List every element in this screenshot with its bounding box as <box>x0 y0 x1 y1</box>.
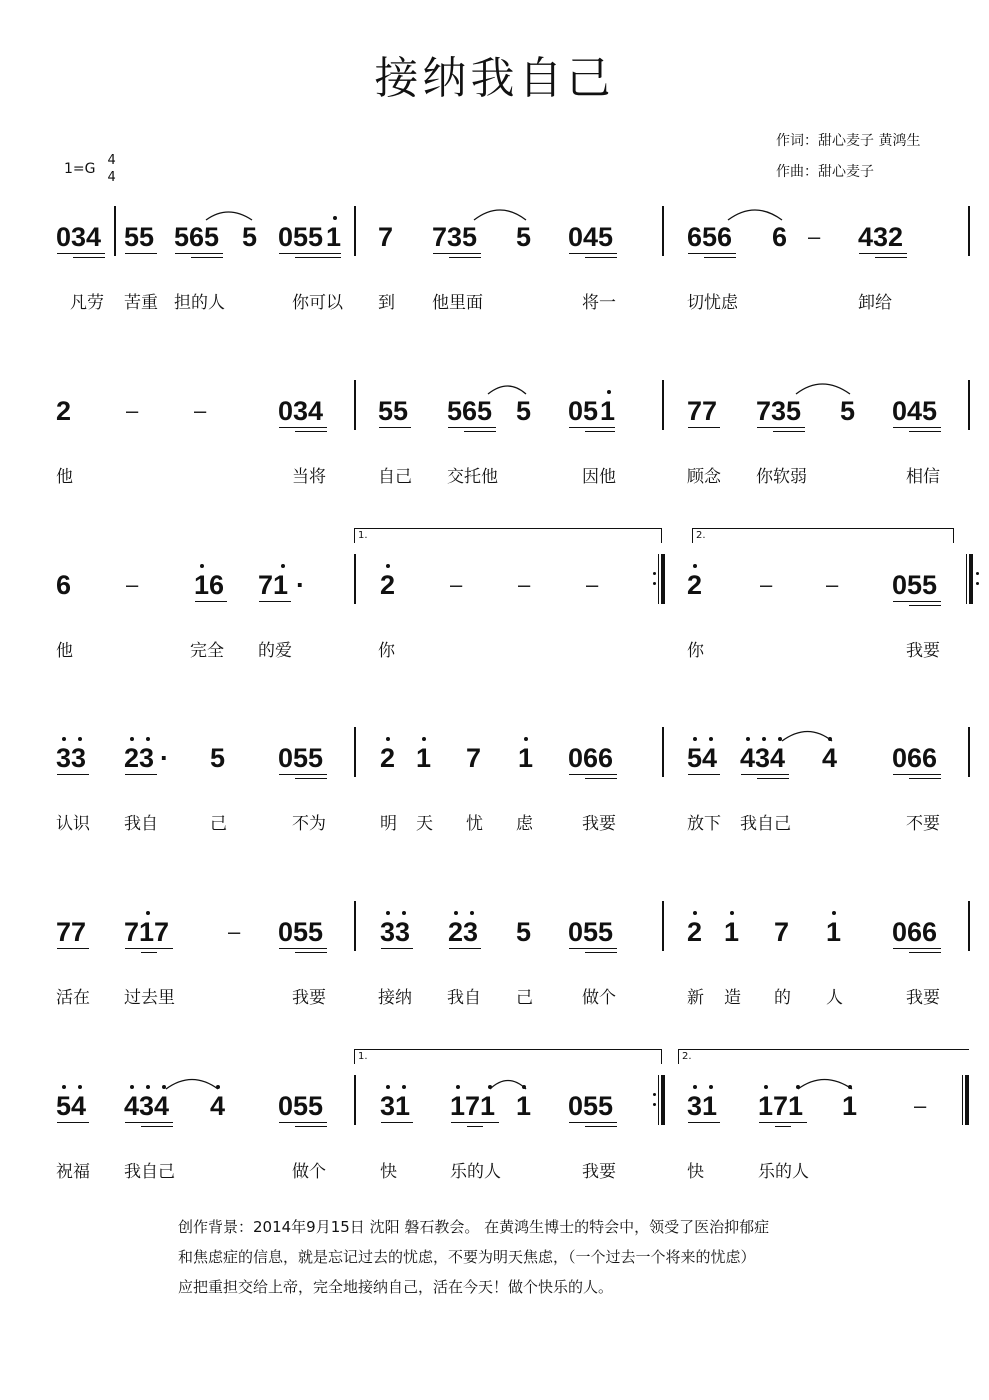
note: 7 <box>378 222 394 252</box>
note-group: 33 <box>56 743 87 773</box>
volta-first-ending: 1. <box>354 528 662 543</box>
lyric: 你软弱 <box>756 467 807 487</box>
repeat-sign <box>966 554 978 604</box>
note: 1 <box>826 917 842 947</box>
note-group: 77 <box>687 396 718 426</box>
note: 2 <box>380 570 396 600</box>
note-group: 31 <box>687 1091 718 1121</box>
note: 1 <box>600 396 616 426</box>
music-system-5 <box>0 917 989 1047</box>
note-group: 066 <box>568 743 614 773</box>
lyric: 快 <box>687 1162 704 1182</box>
lyric: 造 <box>724 988 741 1008</box>
note: 5 <box>242 222 258 252</box>
lyric: 凡劳 <box>70 293 104 313</box>
note-group: 055 <box>278 743 324 773</box>
lyric: 己 <box>516 988 533 1008</box>
volta-second-ending: 2. <box>692 528 954 543</box>
volta-second-ending: 2. <box>678 1049 969 1064</box>
dash: – <box>450 572 463 597</box>
lyric: 接纳 <box>378 988 412 1008</box>
note-group: 055 <box>278 1091 324 1121</box>
music-system-2 <box>0 396 989 526</box>
note-group: 717 <box>124 917 170 947</box>
lyric: 我自己 <box>740 814 791 834</box>
music-system-3 <box>0 530 989 700</box>
note: 1 <box>518 743 534 773</box>
dash: – <box>126 398 139 423</box>
note-group: 656 <box>687 222 733 252</box>
lyric: 我要 <box>906 641 940 661</box>
dash: – <box>826 572 839 597</box>
slur <box>490 1081 526 1090</box>
slur <box>796 384 850 394</box>
note: 2 <box>380 743 396 773</box>
lyric: 明 <box>380 814 397 834</box>
time-signature-top: 4 <box>107 153 116 168</box>
lyric: 快 <box>380 1162 397 1182</box>
note-group: 31 <box>380 1091 411 1121</box>
note: 1 <box>326 222 342 252</box>
note-group: 71 <box>258 570 289 600</box>
note-group: 045 <box>568 222 614 252</box>
lyric: 他 <box>56 467 73 487</box>
lyric: 己 <box>210 814 227 834</box>
music-system-4 <box>0 743 989 873</box>
slur <box>166 1080 218 1090</box>
lyric: 卸给 <box>858 293 892 313</box>
augmentation-dot: · <box>296 570 305 600</box>
note-group: 055 <box>278 222 324 252</box>
lyricist-credit: 作词：甜心麦子 黄鸿生 <box>776 133 921 149</box>
note-group: 171 <box>450 1091 496 1121</box>
note: 7 <box>774 917 790 947</box>
lyric: 苦重 <box>124 293 158 313</box>
lyric: 自己 <box>378 467 412 487</box>
note: 2 <box>56 396 72 426</box>
lyric: 放下 <box>687 814 721 834</box>
lyric: 切忧虑 <box>687 293 738 313</box>
note-group: 735 <box>756 396 802 426</box>
note-group: 045 <box>892 396 938 426</box>
note: 2 <box>687 570 703 600</box>
lyric: 我自己 <box>124 1162 175 1182</box>
dash: – <box>194 398 207 423</box>
note-group: 33 <box>380 917 411 947</box>
note-group: 23 <box>448 917 479 947</box>
lyric: 的 <box>774 988 791 1008</box>
lyric: 我要 <box>582 1162 616 1182</box>
note-group: 565 <box>174 222 220 252</box>
note: 5 <box>516 396 532 426</box>
note-group: 055 <box>892 570 938 600</box>
lyric: 交托他 <box>447 467 498 487</box>
lyric: 他 <box>56 641 73 661</box>
note-group: 055 <box>278 917 324 947</box>
slur <box>206 212 252 220</box>
note-group: 77 <box>56 917 87 947</box>
lyric: 认识 <box>56 814 90 834</box>
dash: – <box>126 572 139 597</box>
note: 4 <box>210 1091 226 1121</box>
note: 6 <box>772 222 788 252</box>
lyric: 担的人 <box>174 293 225 313</box>
slur <box>798 1080 852 1090</box>
lyric: 我自 <box>447 988 481 1008</box>
note: 5 <box>210 743 226 773</box>
background-line: 和焦虑症的信息，就是忘记过去的忧虑，不要为明天焦虑，（一个过去一个将来的忧虑） <box>178 1248 756 1266</box>
lyric: 你 <box>378 641 395 661</box>
key-label: 1=G <box>64 161 96 177</box>
lyric: 的爱 <box>258 641 292 661</box>
final-barline <box>962 1075 969 1125</box>
note-group: 55 <box>378 396 409 426</box>
lyric: 因他 <box>582 467 616 487</box>
lyric: 忧 <box>466 814 483 834</box>
note: 1 <box>516 1091 532 1121</box>
note: 1 <box>416 743 432 773</box>
note-group: 565 <box>447 396 493 426</box>
lyric: 不要 <box>906 814 940 834</box>
note-group: 23 <box>124 743 155 773</box>
dash: – <box>808 224 821 249</box>
slur <box>488 386 526 394</box>
dash: – <box>760 572 773 597</box>
dash: – <box>914 1093 927 1118</box>
background-line: 创作背景：2014年9月15日 沈阳 磐石教会。 在黄鸿生博士的特会中，领受了医治抑郁症 <box>178 1218 770 1236</box>
dash: – <box>518 572 531 597</box>
lyric: 乐的人 <box>758 1162 809 1182</box>
lyric: 不为 <box>292 814 326 834</box>
note: 7 <box>466 743 482 773</box>
slur <box>474 210 526 220</box>
note: 1 <box>842 1091 858 1121</box>
note-group: 171 <box>758 1091 804 1121</box>
lyric: 我要 <box>292 988 326 1008</box>
key-signature <box>64 152 116 186</box>
lyric: 人 <box>826 988 843 1008</box>
lyric: 祝福 <box>56 1162 90 1182</box>
lyric: 天 <box>416 814 433 834</box>
lyric: 相信 <box>906 467 940 487</box>
note-group: 055 <box>568 1091 614 1121</box>
note: 4 <box>822 743 838 773</box>
volta-first-ending: 1. <box>354 1049 662 1064</box>
lyric: 新 <box>687 988 704 1008</box>
lyric: 做个 <box>292 1162 326 1182</box>
augmentation-dot: · <box>160 743 169 773</box>
note: 5 <box>516 222 532 252</box>
note-group: 54 <box>687 743 718 773</box>
lyric: 到 <box>378 293 395 313</box>
note-group: 034 <box>278 396 324 426</box>
lyric: 我要 <box>906 988 940 1008</box>
lyric: 将一 <box>582 293 616 313</box>
lyric: 他里面 <box>432 293 483 313</box>
lyric: 完全 <box>190 641 224 661</box>
note-group: 432 <box>858 222 904 252</box>
composer-credit: 作曲：甜心麦子 <box>776 164 874 180</box>
note-group: 16 <box>194 570 225 600</box>
lyric: 顾念 <box>687 467 721 487</box>
slur <box>782 732 832 742</box>
note-group: 55 <box>124 222 155 252</box>
note-group: 066 <box>892 917 938 947</box>
lyric: 你可以 <box>292 293 343 313</box>
note: 5 <box>516 917 532 947</box>
note-group: 05 <box>568 396 599 426</box>
background-line: 应把重担交给上帝，完全地接纳自己，活在今天！做个快乐的人。 <box>178 1278 614 1296</box>
lyric: 当将 <box>292 467 326 487</box>
time-signature-bottom: 4 <box>107 170 116 185</box>
note: 6 <box>56 570 72 600</box>
music-system-6 <box>0 1051 989 1221</box>
note: 1 <box>724 917 740 947</box>
lyric: 虑 <box>516 814 533 834</box>
lyric: 活在 <box>56 988 90 1008</box>
song-title: 接纳我自己 <box>374 53 615 104</box>
note-group: 735 <box>432 222 478 252</box>
note-group: 066 <box>892 743 938 773</box>
repeat-sign <box>653 1075 665 1125</box>
slur <box>728 210 782 220</box>
note-group: 434 <box>740 743 786 773</box>
time-signature <box>108 152 116 186</box>
lyric: 我要 <box>582 814 616 834</box>
lyric: 我自 <box>124 814 158 834</box>
note-group: 055 <box>568 917 614 947</box>
lyric: 乐的人 <box>450 1162 501 1182</box>
repeat-sign <box>653 554 665 604</box>
lyric: 你 <box>687 641 704 661</box>
credits <box>776 126 920 188</box>
note-group: 434 <box>124 1091 170 1121</box>
lyric: 过去里 <box>124 988 175 1008</box>
dash: – <box>586 572 599 597</box>
music-system-1 <box>0 222 989 352</box>
note: 5 <box>840 396 856 426</box>
note-group: 54 <box>56 1091 87 1121</box>
lyric: 做个 <box>582 988 616 1008</box>
note: 2 <box>687 917 703 947</box>
composition-background <box>178 1212 898 1302</box>
dash: – <box>228 919 241 944</box>
note-group: 034 <box>56 222 102 252</box>
